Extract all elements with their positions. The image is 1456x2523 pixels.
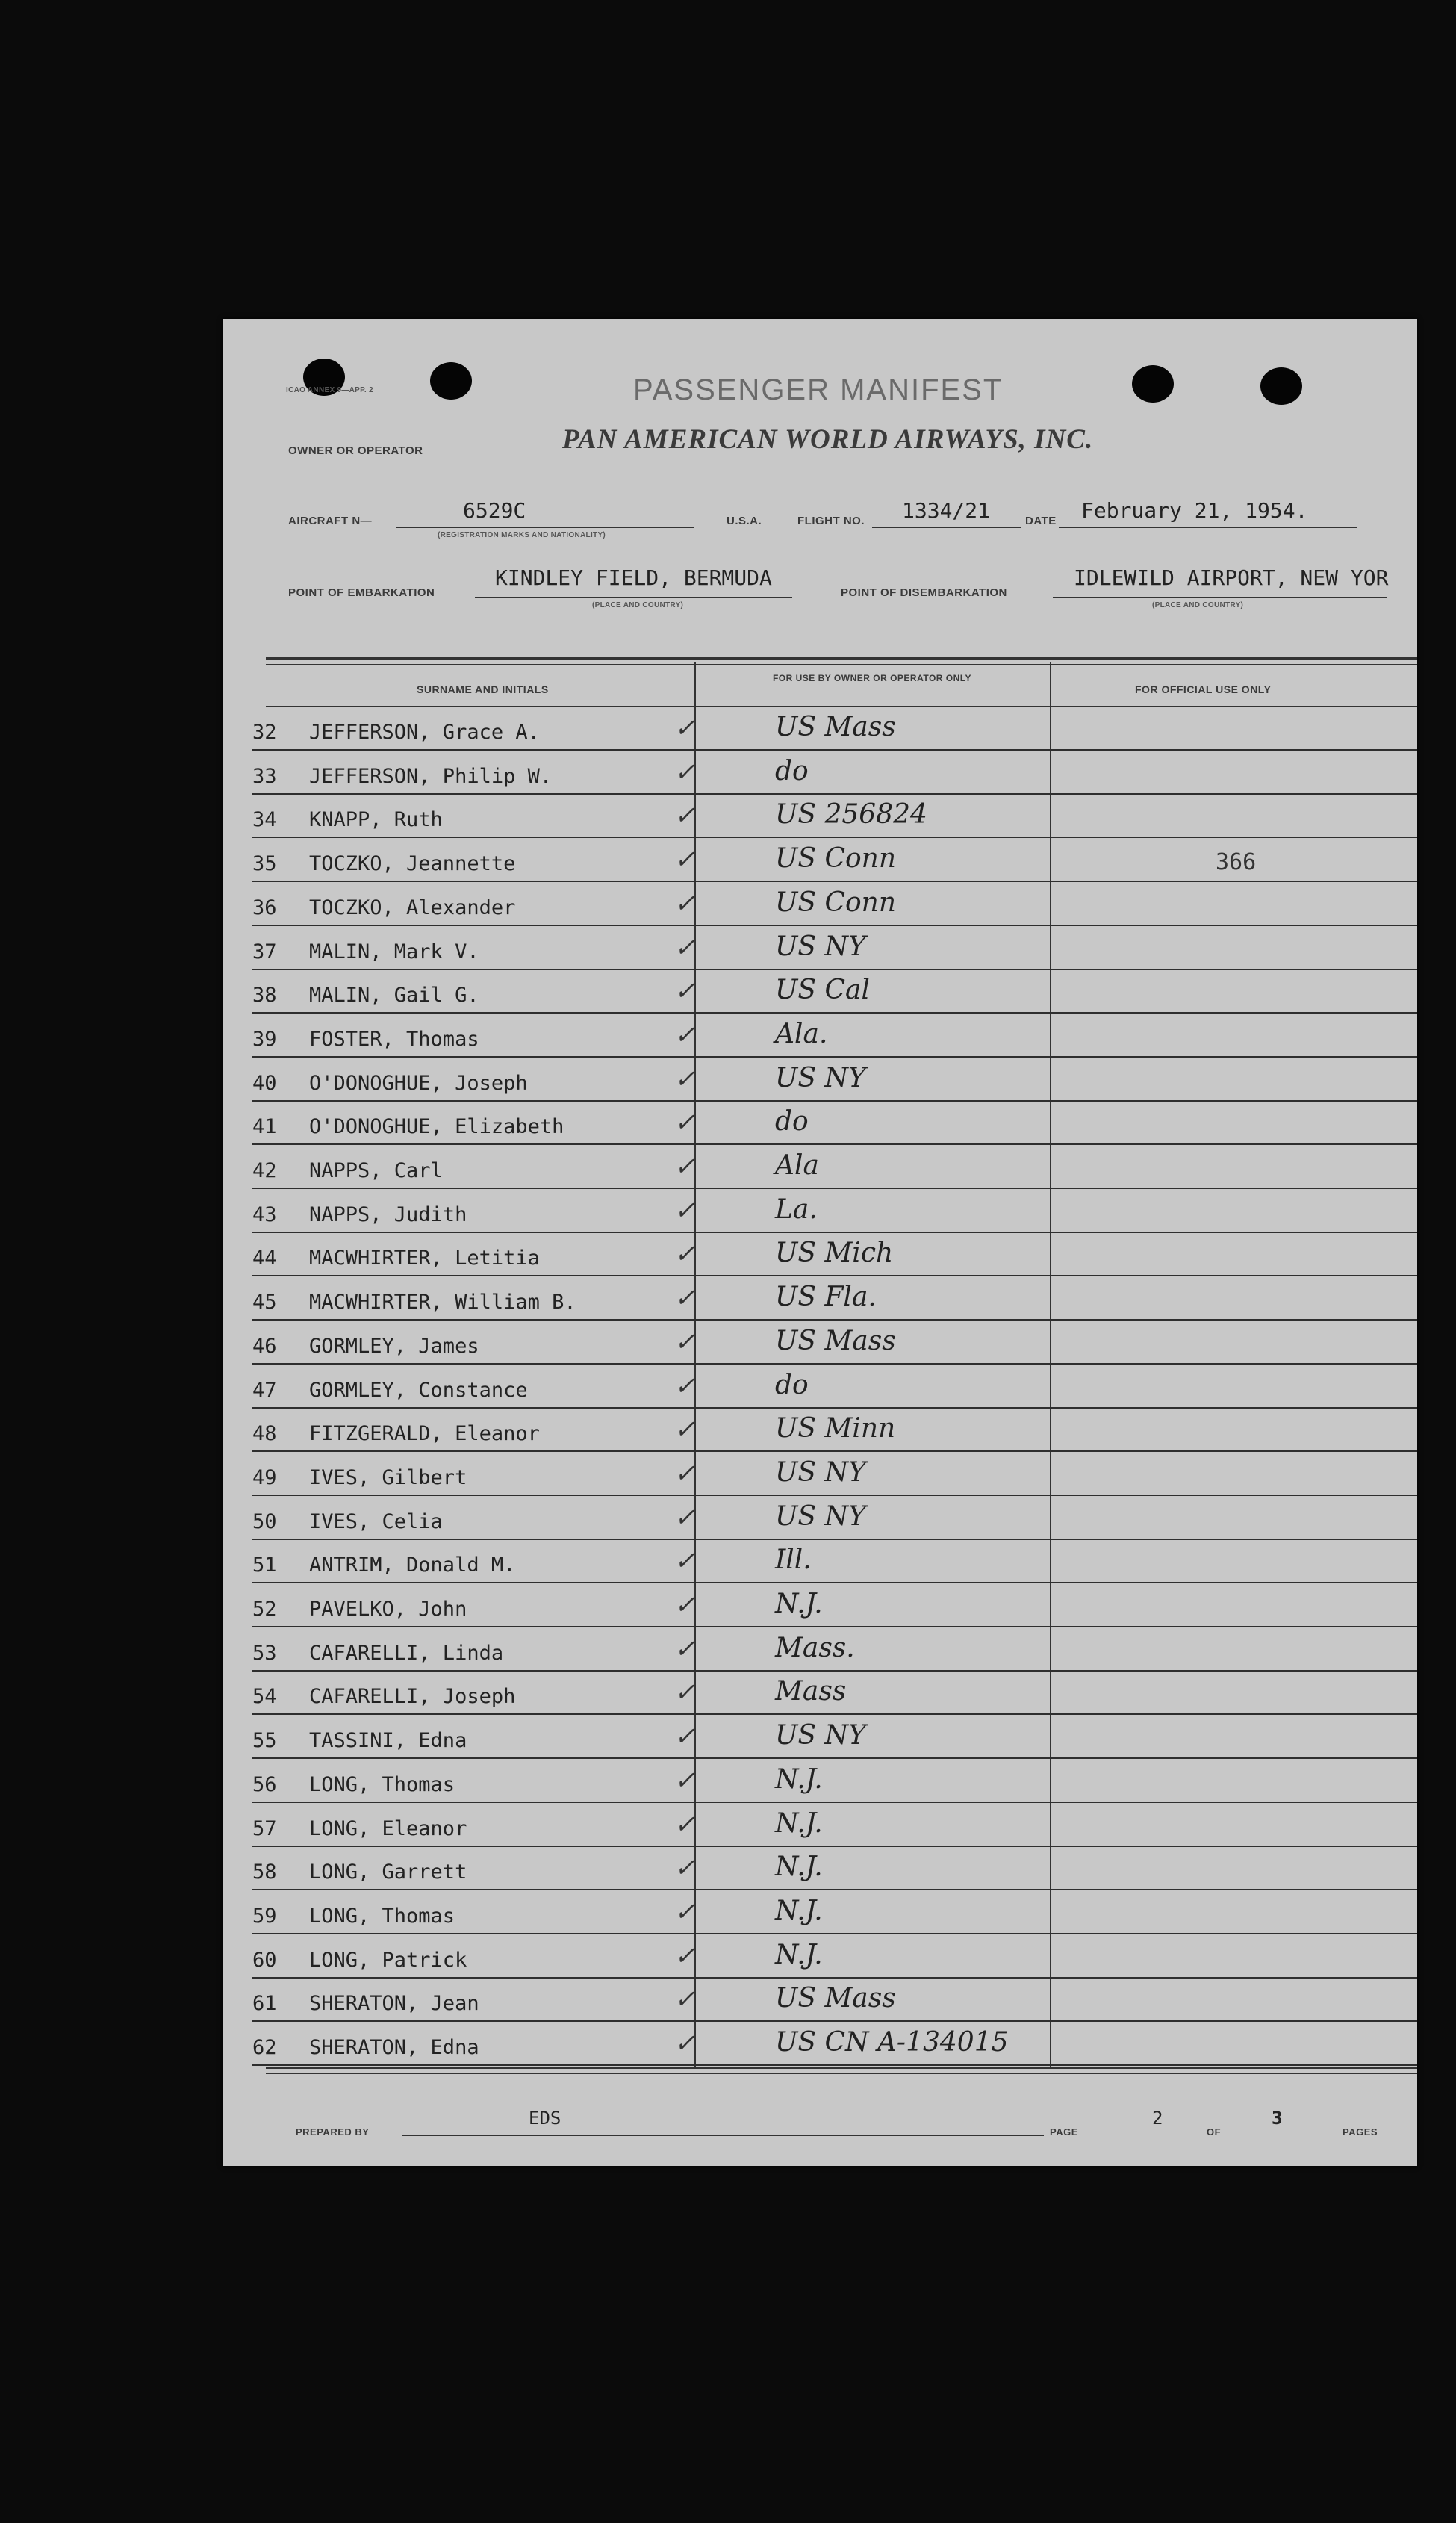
punch-hole	[1260, 367, 1302, 405]
owner-note: N.J.	[775, 1589, 823, 1619]
check-mark-icon: ✓	[674, 845, 696, 875]
check-mark-icon: ✓	[674, 1020, 696, 1050]
row-number: 61	[252, 1992, 277, 2016]
table-row	[252, 1146, 1417, 1189]
row-number: 53	[252, 1641, 277, 1665]
embark-value: KINDLEY FIELD, BERMUDA	[495, 565, 772, 590]
owner-note: US NY	[775, 931, 866, 962]
check-mark-icon: ✓	[674, 1239, 696, 1270]
check-mark-icon: ✓	[674, 1371, 696, 1401]
table-row	[252, 1628, 1417, 1672]
row-number: 52	[252, 1598, 277, 1621]
table-row	[252, 1979, 1417, 2022]
row-number: 54	[252, 1685, 277, 1709]
check-mark-icon: ✓	[674, 1195, 696, 1226]
row-number: 60	[252, 1948, 277, 1972]
check-mark-icon: ✓	[674, 1940, 696, 1971]
airline-name: PAN AMERICAN WORLD AIRWAYS, INC.	[562, 424, 1094, 455]
owner-note: Ill.	[775, 1545, 812, 1576]
check-mark-icon: ✓	[674, 1896, 696, 1927]
owner-label: OWNER OR OPERATOR	[288, 444, 423, 457]
embark-label: POINT OF EMBARKATION	[288, 586, 435, 599]
table-row	[252, 1847, 1417, 1890]
passenger-name: LONG, Patrick	[309, 1948, 467, 1972]
row-number: 34	[252, 808, 277, 832]
table-row	[252, 883, 1417, 926]
disembark-sub: (PLACE AND COUNTRY)	[1152, 601, 1244, 609]
row-number: 48	[252, 1422, 277, 1446]
check-mark-icon: ✓	[674, 1326, 696, 1357]
official-note: 366	[1216, 849, 1257, 876]
passenger-name: JEFFERSON, Grace A.	[309, 721, 540, 744]
table-row	[252, 1497, 1417, 1540]
passenger-name: MALIN, Mark V.	[309, 940, 479, 963]
row-number: 56	[252, 1772, 277, 1796]
table-row	[252, 1277, 1417, 1321]
flight-label: FLIGHT NO.	[797, 515, 865, 527]
table-row	[252, 707, 1417, 751]
row-number: 50	[252, 1509, 277, 1533]
owner-note: Ala	[775, 1150, 819, 1181]
table-row	[252, 1058, 1417, 1102]
passenger-name: IVES, Celia	[309, 1509, 443, 1533]
page-title: PASSENGER MANIFEST	[633, 373, 1004, 406]
flight-value: 1334/21	[902, 498, 991, 523]
owner-note: La.	[775, 1194, 818, 1225]
page-label: PAGE	[1050, 2126, 1078, 2138]
table-row	[252, 1716, 1417, 1759]
row-number: 51	[252, 1554, 277, 1577]
table-row	[252, 1672, 1417, 1715]
col-surname: SURNAME AND INITIALS	[417, 683, 549, 695]
row-number: 40	[252, 1071, 277, 1095]
passenger-name: KNAPP, Ruth	[309, 808, 443, 832]
check-mark-icon: ✓	[674, 2029, 696, 2058]
disembark-value: IDLEWILD AIRPORT, NEW YOR	[1074, 565, 1389, 590]
owner-note: US Mass	[775, 1983, 896, 2014]
row-number: 58	[252, 1861, 277, 1884]
table-row	[252, 839, 1417, 882]
row-number: 46	[252, 1334, 277, 1358]
row-number: 42	[252, 1159, 277, 1182]
owner-note: US Mass	[775, 1325, 896, 1356]
check-mark-icon: ✓	[674, 976, 696, 1007]
owner-note: N.J.	[775, 1852, 823, 1883]
check-mark-icon: ✓	[674, 888, 696, 919]
check-mark-icon: ✓	[674, 1722, 696, 1752]
owner-note: US Mass	[775, 712, 896, 742]
check-mark-icon: ✓	[674, 1108, 696, 1138]
col-official-use: FOR OFFICIAL USE ONLY	[1135, 683, 1272, 695]
prepared-label: PREPARED BY	[296, 2126, 370, 2138]
table-row	[252, 1190, 1417, 1233]
owner-note: US Minn	[775, 1413, 896, 1444]
passenger-name: LONG, Garrett	[309, 1861, 467, 1884]
check-mark-icon: ✓	[674, 1415, 696, 1445]
passenger-name: SHERATON, Jean	[309, 1992, 479, 2016]
owner-note: do	[775, 1369, 809, 1400]
table-row	[252, 1760, 1417, 1803]
form-code: ICAO ANNEX 9—APP. 2	[286, 386, 373, 394]
disembark-label: POINT OF DISEMBARKATION	[841, 586, 1007, 599]
owner-note: US CN A-134015	[775, 2027, 1009, 2058]
aircraft-sub: (REGISTRATION MARKS AND NATIONALITY)	[438, 531, 606, 539]
table-row	[252, 1102, 1417, 1145]
page-value: 2	[1152, 2108, 1163, 2129]
passenger-name: MALIN, Gail G.	[309, 984, 479, 1008]
passenger-name: MACWHIRTER, William B.	[309, 1291, 576, 1315]
check-mark-icon: ✓	[674, 1502, 696, 1533]
aircraft-value: 6529C	[463, 498, 526, 523]
row-number: 55	[252, 1729, 277, 1753]
table-row	[252, 1891, 1417, 1934]
table-row	[252, 1409, 1417, 1452]
owner-note: US NY	[775, 1720, 866, 1751]
check-mark-icon: ✓	[674, 1152, 696, 1182]
passenger-name: FITZGERALD, Eleanor	[309, 1422, 540, 1446]
check-mark-icon: ✓	[674, 1633, 696, 1664]
row-number: 43	[252, 1202, 277, 1226]
passenger-name: IVES, Gilbert	[309, 1465, 467, 1489]
punch-hole	[1132, 365, 1174, 403]
check-mark-icon: ✓	[674, 1283, 696, 1314]
owner-note: N.J.	[775, 1763, 823, 1795]
of-value: 3	[1272, 2108, 1283, 2129]
passenger-name: ANTRIM, Donald M.	[309, 1554, 516, 1577]
passenger-name: O'DONOGHUE, Elizabeth	[309, 1115, 564, 1139]
row-number: 32	[252, 721, 277, 744]
check-mark-icon: ✓	[674, 932, 696, 963]
owner-note: do	[775, 755, 809, 786]
owner-note: US Conn	[775, 843, 897, 875]
table-row	[252, 2023, 1417, 2066]
passenger-name: GORMLEY, James	[309, 1334, 479, 1358]
owner-note: Ala.	[775, 1018, 828, 1049]
check-mark-icon: ✓	[674, 801, 696, 831]
owner-note: US Conn	[775, 887, 897, 918]
owner-note: do	[775, 1106, 809, 1138]
embark-sub: (PLACE AND COUNTRY)	[592, 601, 684, 609]
passenger-name: JEFFERSON, Philip W.	[309, 764, 553, 788]
pages-label: PAGES	[1343, 2126, 1378, 2138]
of-label: OF	[1207, 2126, 1222, 2138]
row-number: 47	[252, 1378, 277, 1402]
passenger-name: CAFARELLI, Linda	[309, 1641, 504, 1665]
row-number: 57	[252, 1816, 277, 1840]
row-number: 37	[252, 940, 277, 963]
owner-note: US Fla.	[775, 1282, 877, 1313]
check-mark-icon: ✓	[674, 1064, 696, 1094]
row-number: 49	[252, 1465, 277, 1489]
passenger-name: TASSINI, Edna	[309, 1729, 467, 1753]
punch-hole	[430, 362, 472, 400]
table-row	[252, 1584, 1417, 1627]
passenger-name: TOCZKO, Jeannette	[309, 852, 516, 876]
passenger-name: FOSTER, Thomas	[309, 1027, 479, 1051]
row-number: 33	[252, 764, 277, 788]
table-row	[252, 1233, 1417, 1276]
country: U.S.A.	[727, 515, 762, 527]
owner-note: US NY	[775, 1501, 866, 1532]
owner-note: Mass.	[775, 1632, 855, 1663]
check-mark-icon: ✓	[674, 1853, 696, 1884]
table-row	[252, 927, 1417, 970]
passenger-name: O'DONOGHUE, Joseph	[309, 1071, 528, 1095]
date-label: DATE	[1025, 515, 1057, 527]
check-mark-icon: ✓	[674, 713, 696, 743]
table-row	[252, 1321, 1417, 1365]
table-row	[252, 970, 1417, 1014]
owner-note: US NY	[775, 1456, 866, 1488]
table-row	[252, 1453, 1417, 1496]
date-value: February 21, 1954.	[1081, 498, 1308, 523]
owner-note: N.J.	[775, 1895, 823, 1926]
check-mark-icon: ✓	[674, 757, 696, 787]
check-mark-icon: ✓	[674, 1765, 696, 1796]
table-row	[252, 1804, 1417, 1847]
check-mark-icon: ✓	[674, 1984, 696, 2015]
table-row	[252, 1365, 1417, 1409]
owner-note: US Cal	[775, 975, 870, 1006]
manifest-sheet	[223, 319, 1417, 2166]
col-owner-use: FOR USE BY OWNER OR OPERATOR ONLY	[772, 673, 972, 683]
owner-note: N.J.	[775, 1807, 823, 1839]
row-number: 39	[252, 1027, 277, 1051]
table-row	[252, 751, 1417, 795]
check-mark-icon: ✓	[674, 1678, 696, 1708]
owner-note: N.J.	[775, 1939, 823, 1970]
row-number: 45	[252, 1291, 277, 1315]
check-mark-icon: ✓	[674, 1590, 696, 1620]
passenger-name: PAVELKO, John	[309, 1598, 467, 1621]
row-number: 44	[252, 1247, 277, 1270]
table-row	[252, 1014, 1417, 1058]
row-number: 38	[252, 984, 277, 1008]
table-row	[252, 1540, 1417, 1583]
table-row	[252, 1935, 1417, 1979]
aircraft-label: AIRCRAFT N—	[288, 515, 373, 527]
owner-note: Mass	[775, 1676, 847, 1707]
passenger-name: NAPPS, Judith	[309, 1202, 467, 1226]
passenger-name: CAFARELLI, Joseph	[309, 1685, 516, 1709]
passenger-name: MACWHIRTER, Letitia	[309, 1247, 540, 1270]
owner-note: US NY	[775, 1062, 866, 1093]
row-number: 41	[252, 1115, 277, 1139]
row-number: 35	[252, 852, 277, 876]
prepared-value: EDS	[529, 2108, 561, 2129]
passenger-name: LONG, Thomas	[309, 1904, 455, 1928]
row-number: 36	[252, 896, 277, 919]
passenger-name: GORMLEY, Constance	[309, 1378, 528, 1402]
owner-note: US Mich	[775, 1238, 894, 1269]
row-number: 59	[252, 1904, 277, 1928]
passenger-name: SHERATON, Edna	[309, 2036, 479, 2059]
owner-note: US 256824	[775, 799, 927, 831]
passenger-name: NAPPS, Carl	[309, 1159, 443, 1182]
row-number: 62	[252, 2036, 277, 2059]
check-mark-icon: ✓	[674, 1458, 696, 1489]
passenger-name: LONG, Thomas	[309, 1772, 455, 1796]
check-mark-icon: ✓	[674, 1809, 696, 1840]
table-row	[252, 795, 1417, 838]
check-mark-icon: ✓	[674, 1546, 696, 1577]
passenger-name: LONG, Eleanor	[309, 1816, 467, 1840]
passenger-name: TOCZKO, Alexander	[309, 896, 516, 919]
